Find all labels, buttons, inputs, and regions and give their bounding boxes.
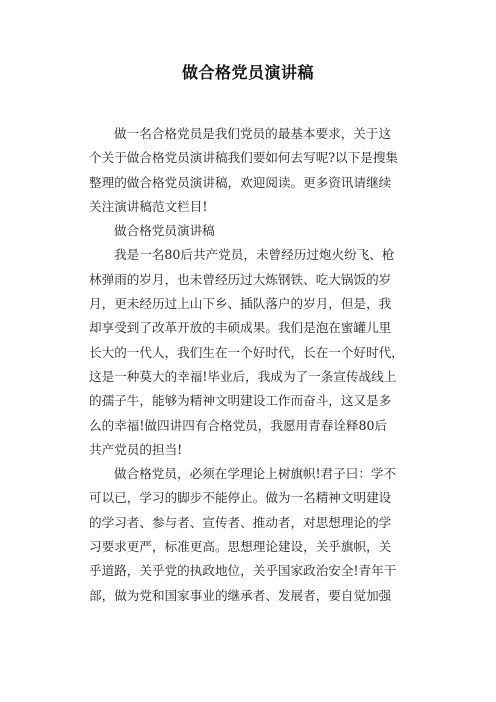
body-line: 这是一种莫大的幸福!毕业后，我成为了一条宣传战线上: [89, 368, 397, 384]
body-line: 的学习者、参与者、宣传者、推动者，对思想理论的学: [89, 514, 392, 530]
body-line: 却享受到了改革开放的丰硕成果。我们是泡在蜜罐儿里: [89, 320, 392, 336]
body-line: 部，做为党和国家事业的继承者、发展者，要自觉加强: [89, 587, 392, 603]
document-body: [89, 122, 419, 608]
body-line: 么的幸福!做四讲四有合格党员，我愿用青春诠释80后: [89, 417, 388, 433]
body-line: 共产党员的担当!: [89, 441, 183, 457]
body-line: 乎道路，关乎党的执政地位，关乎国家政治安全!青年干: [89, 563, 397, 579]
document-title: 做合格党员演讲稿: [181, 63, 314, 82]
body-line: 做合格党员演讲稿: [114, 223, 215, 239]
body-line: 关注演讲稿范文栏目!: [89, 198, 208, 214]
body-line: 做一名合格党员是我们党员的最基本要求，关于这: [114, 126, 392, 141]
body-line: 林弹雨的岁月，也未曾经历过大炼钢铁、吃大锅饭的岁: [89, 271, 392, 287]
body-line: 可以已，学习的脚步不能停止。做为一名精神文明建设: [89, 490, 392, 506]
body-line: 的孺子牛，能够为精神文明建设工作而奋斗，这又是多: [89, 393, 392, 409]
body-line: 做合格党员，必须在学理论上树旗帜!君子曰：学不: [114, 466, 397, 482]
body-line: 月，更未经历过上山下乡、插队落户的岁月，但是，我: [89, 296, 392, 312]
body-line: 整理的做合格党员演讲稿，欢迎阅读。更多资讯请继续: [89, 174, 392, 190]
body-line: 长大的一代人，我们生在一个好时代，长在一个好时代，: [89, 344, 404, 360]
body-line: 我是一名80后共产党员，未曾经历过炮火纷飞、枪: [114, 247, 395, 263]
body-line: 个关于做合格党员演讲稿我们要如何去写呢?以下是搜集: [89, 150, 399, 166]
body-line: 习要求更严，标准更高。思想理论建设，关乎旗帜，关: [89, 539, 392, 555]
